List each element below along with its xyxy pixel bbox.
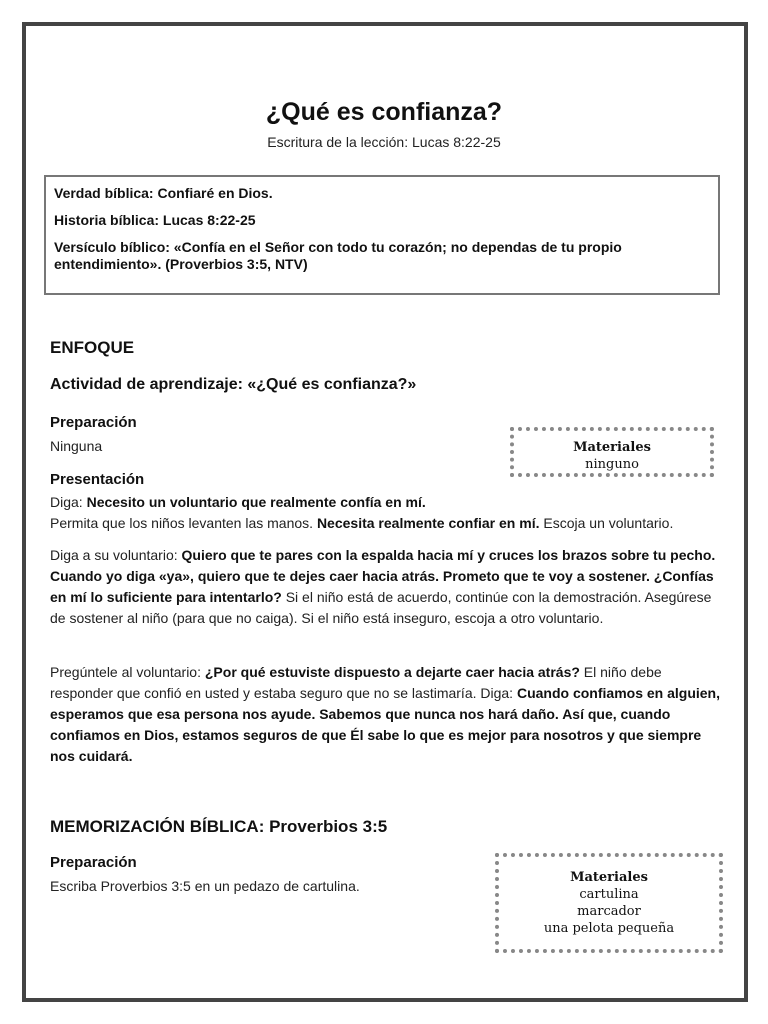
memory-heading: MEMORIZACIÓN BÍBLICA: Proverbios 3:5: [50, 817, 388, 836]
material-item: una pelota pequeña: [543, 921, 675, 936]
bible-story: Historia bíblica: Lucas 8:22-25: [54, 212, 256, 228]
focus-preparation-text: Ninguna: [50, 438, 103, 454]
materials-title: Materiales: [573, 440, 651, 455]
material-item: marcador: [577, 904, 641, 919]
lesson-summary-box: [44, 175, 720, 295]
activity-heading: Actividad de aprendizaje: «¿Qué es confianza?»: [50, 376, 417, 393]
lesson-scripture: Escritura de la lección: Lucas 8:22-25: [267, 134, 501, 150]
focus-materials-box: [510, 427, 714, 477]
memory-preparation-heading: Preparación: [50, 854, 137, 871]
bible-truth: Verdad bíblica: Confiaré en Dios.: [54, 185, 273, 201]
presentation-paragraph-1: Diga: Necesito un voluntario que realmente confía en mí. Permita que los niños levanten las manos. Necesita realmente confiar en mí. Escoja un voluntario.: [50, 494, 674, 531]
memory-materials-box: [495, 853, 723, 953]
presentation-paragraph-2: Diga a su voluntario: Quiero que te pares con la espalda hacia mí y cruces los brazos sobre tu pecho. Cuando yo diga «ya», quiero que te dejes caer hacia atrás. Prometo que te voy a sostener. ¿Confías en mí lo suficiente para intentarlo? Si el niño está de acuerdo, continúe con la demostración. Asegúrese de sostener al niño (para que no caiga). Si el niño está inseguro, escoja a otro voluntario.: [50, 547, 716, 626]
focus-heading: ENFOQUE: [50, 338, 135, 357]
presentation-paragraph-3: Pregúntele al voluntario: ¿Por qué estuviste dispuesto a dejarte caer hacia atrás? El niño debe responder que confió en usted y estaba seguro que no se lastimaría. Diga: Cuando confiamos en alguien, esperamos que esa persona nos ayude. Sabemos que nunca nos hará daño. Así que, cuando confiamos en Dios, estamos seguros de que Él sabe lo que es mejor para nosotros y que siempre nos cuidará.: [50, 664, 720, 764]
presentation-heading: Presentación: [50, 471, 145, 488]
material-item: cartulina: [579, 887, 639, 902]
bible-verse: Versículo bíblico: «Confía en el Señor con todo tu corazón; no dependas de tu propio entendimiento». (Proverbios 3:5, NTV): [54, 239, 622, 272]
focus-preparation-heading: Preparación: [50, 414, 137, 431]
material-item: ninguno: [585, 457, 639, 472]
lesson-title: ¿Qué es confianza?: [265, 98, 503, 126]
memory-preparation-text: Escriba Proverbios 3:5 en un pedazo de cartulina.: [50, 878, 360, 894]
materials-title: Materiales: [570, 870, 648, 885]
